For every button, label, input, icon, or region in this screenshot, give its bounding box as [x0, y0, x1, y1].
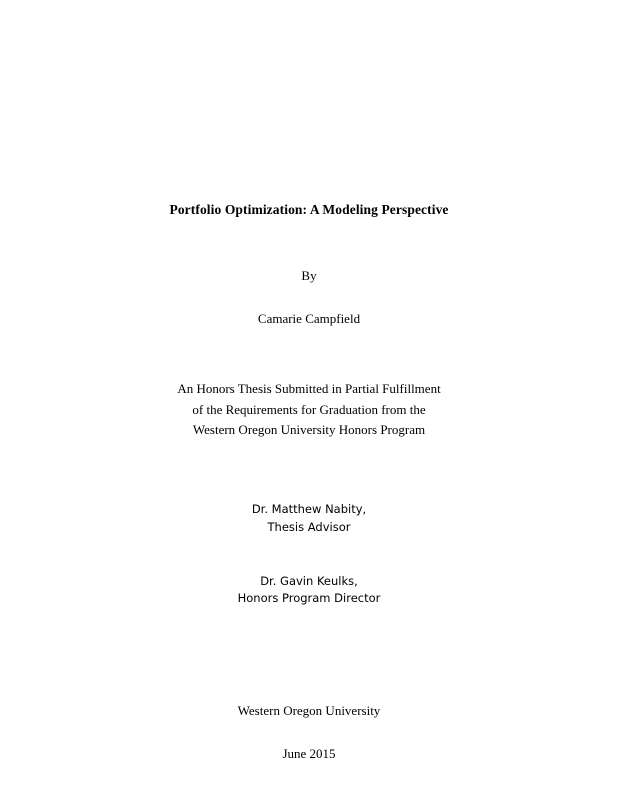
author-name: Camarie Campfield — [257, 310, 361, 326]
publication-date: June 2015 — [282, 745, 336, 761]
thesis-advisor — [0, 501, 618, 537]
director-name: Dr. Gavin Keulks, — [260, 573, 358, 588]
submission-statement — [0, 379, 618, 441]
byline-label: By — [301, 268, 317, 284]
submission-line-3: Western Oregon University Honors Program — [192, 422, 426, 438]
honors-program-director — [0, 573, 618, 609]
advisor-role: Thesis Advisor — [267, 519, 351, 534]
advisor-name: Dr. Matthew Nabity, — [251, 501, 367, 516]
institution-name: Western Oregon University — [237, 703, 381, 719]
submission-line-1: An Honors Thesis Submitted in Partial Fulfillment — [177, 381, 441, 397]
director-role: Honors Program Director — [237, 591, 381, 606]
submission-line-2: of the Requirements for Graduation from the — [192, 401, 426, 417]
page-title: Portfolio Optimization: A Modeling Perspective — [169, 202, 449, 217]
